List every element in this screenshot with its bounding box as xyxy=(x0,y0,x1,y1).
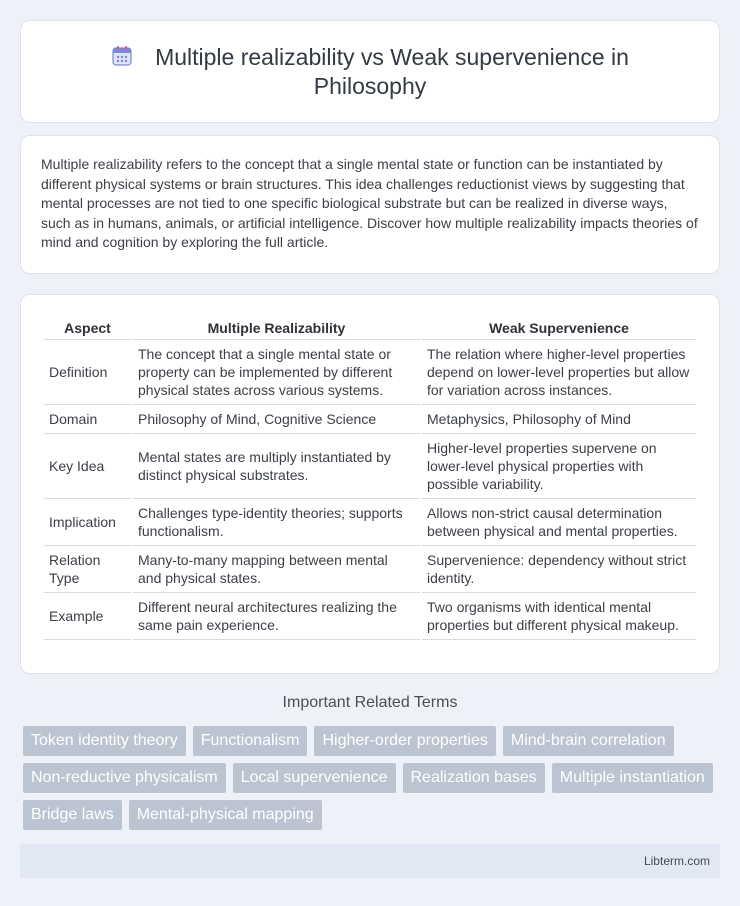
row-weak-supervenience: The relation where higher-level properties depend on lower-level properties but allow for variation across instances. xyxy=(422,340,696,405)
row-multiple-realizability: Philosophy of Mind, Cognitive Science xyxy=(133,405,420,434)
comparison-card xyxy=(20,294,720,674)
row-multiple-realizability: Many-to-many mapping between mental and physical states. xyxy=(133,546,420,593)
related-term-tag[interactable]: Higher-order properties xyxy=(314,726,495,756)
row-weak-supervenience: Supervenience: dependency without strict identity. xyxy=(422,546,696,593)
intro-text: Multiple realizability refers to the concept that a single mental state or function can be instantiated by different physical systems or brain structures. This idea challenges reductionist views by suggesting that mental processes are not tied to one specific biological substrate but can be realized in diverse ways, such as in humans, animals, or artificial intelligence. Discover how multiple realizability impacts theories of mind and cognition by exploring the full article. xyxy=(41,156,698,250)
table-row xyxy=(44,593,696,640)
related-term-tag[interactable]: Realization bases xyxy=(403,763,545,793)
related-term-tag[interactable]: Bridge laws xyxy=(23,800,122,830)
table-row xyxy=(44,434,696,499)
row-weak-supervenience: Allows non-strict causal determination between physical and mental properties. xyxy=(422,499,696,546)
table-row xyxy=(44,405,696,434)
row-multiple-realizability: The concept that a single mental state or property can be implemented by different physical states across various systems. xyxy=(133,340,420,405)
row-aspect: Implication xyxy=(44,499,131,546)
row-aspect: Domain xyxy=(44,405,131,434)
related-term-tag[interactable]: Functionalism xyxy=(193,726,308,756)
intro-card xyxy=(20,135,720,274)
row-aspect: Definition xyxy=(44,340,131,405)
table-header-row xyxy=(44,315,696,340)
related-term-tag[interactable]: Local supervenience xyxy=(233,763,396,793)
related-term-tag[interactable]: Multiple instantiation xyxy=(552,763,713,793)
comparison-table xyxy=(42,315,698,640)
header-weak-supervenience: Weak Supervenience xyxy=(422,315,696,340)
page-title: Multiple realizability vs Weak supervenience in Philosophy xyxy=(155,43,629,99)
calendar-icon xyxy=(111,45,133,67)
row-aspect: Key Idea xyxy=(44,434,131,499)
row-weak-supervenience: Higher-level properties supervene on lower-level physical properties with possible variability. xyxy=(422,434,696,499)
related-term-tag[interactable]: Non-reductive physicalism xyxy=(23,763,226,793)
row-multiple-realizability: Mental states are multiply instantiated by distinct physical substrates. xyxy=(133,434,420,499)
row-multiple-realizability: Challenges type-identity theories; supports functionalism. xyxy=(133,499,420,546)
related-term-tag[interactable]: Mind-brain correlation xyxy=(503,726,674,756)
footer-bar xyxy=(20,844,720,878)
row-aspect: Example xyxy=(44,593,131,640)
title-card xyxy=(20,20,720,123)
related-term-tag[interactable]: Token identity theory xyxy=(23,726,186,756)
table-row xyxy=(44,340,696,405)
related-terms-list xyxy=(20,726,720,830)
header-multiple-realizability: Multiple Realizability xyxy=(133,315,420,340)
row-weak-supervenience: Two organisms with identical mental properties but different physical makeup. xyxy=(422,593,696,640)
row-weak-supervenience: Metaphysics, Philosophy of Mind xyxy=(422,405,696,434)
page-title-wrap xyxy=(61,43,679,101)
table-row xyxy=(44,499,696,546)
table-row xyxy=(44,546,696,593)
row-multiple-realizability: Different neural architectures realizing the same pain experience. xyxy=(133,593,420,640)
row-aspect: Relation Type xyxy=(44,546,131,593)
related-term-tag[interactable]: Mental-physical mapping xyxy=(129,800,322,830)
header-aspect: Aspect xyxy=(44,315,131,340)
related-terms-title: Important Related Terms xyxy=(282,694,458,711)
footer-site-link[interactable]: Libterm.com xyxy=(643,854,710,868)
